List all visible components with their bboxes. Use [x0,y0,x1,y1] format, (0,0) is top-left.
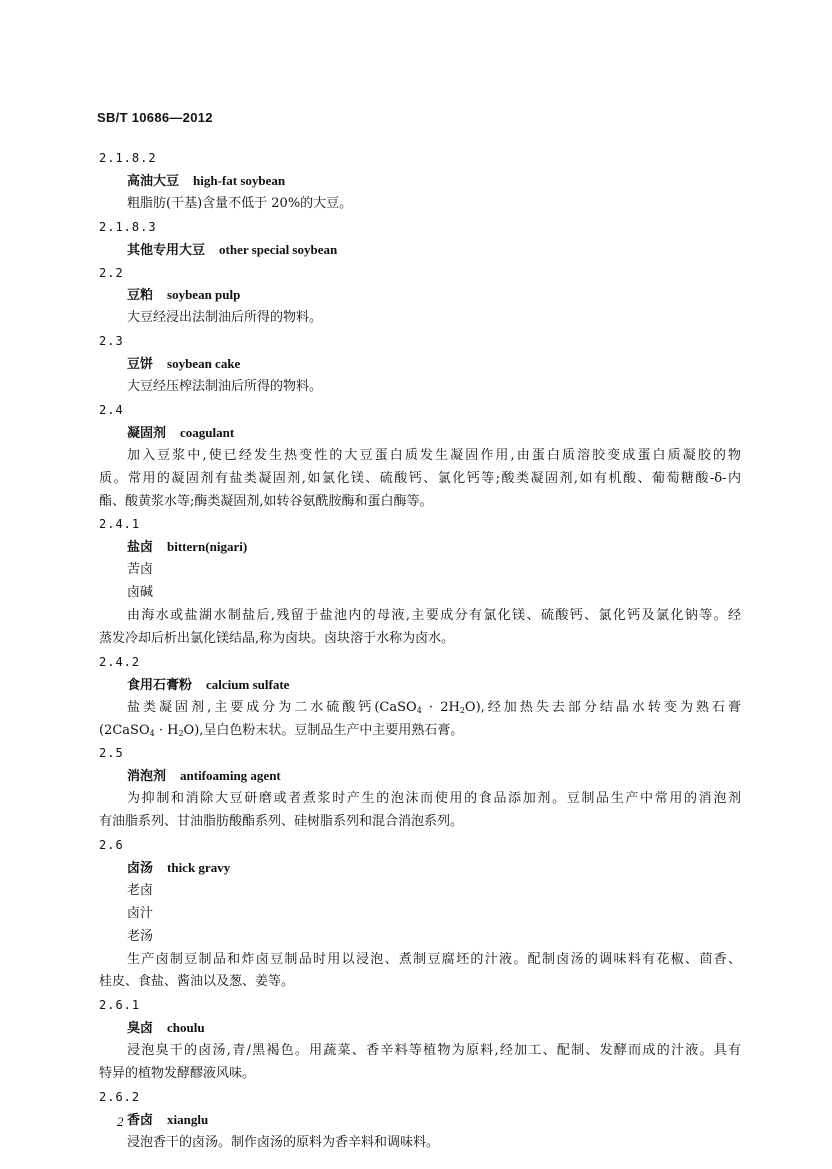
term-number: 2.6.1 [99,998,141,1013]
term-number: 2.4.1 [99,517,141,532]
term-zh: 高油大豆 [127,173,180,189]
term-title [127,535,247,560]
term-en: soybean cake [167,356,241,372]
term-zh: 消泡剂 [127,769,167,785]
term-title [127,352,240,377]
term-number: 2.4.2 [99,654,141,669]
term-en: high-fat soybean [193,172,286,188]
term-synonym: 老汤 [127,928,154,944]
term-title [127,673,289,698]
definition-line: 生产卤制豆制品和炸卤豆制品时用以浸泡、煮制豆腐坯的汁液。配制卤汤的调味料有花椒、茴香、 [127,951,741,967]
term-number: 2.5 [99,746,124,761]
term-title [127,238,337,263]
term-title [127,421,234,446]
term-zh: 卤汤 [127,860,154,876]
page-number: 2 [117,1114,124,1129]
term-number: 2.1.8.2 [99,151,157,165]
term-zh: 香卤 [127,1112,154,1128]
definition-line: 蒸发冷却后析出氯化镁结晶,称为卤块。卤块溶于水称为卤水。 [99,630,455,646]
definition-line: 大豆经浸出法制油后所得的物料。 [127,310,323,326]
definition-line: 浸泡臭干的卤汤,青/黑褐色。用蔬菜、香辛料等植物为原料,经加工、配制、发酵而成的汁液。具有 [127,1043,741,1059]
term-en: thick gravy [167,859,231,875]
term-en: antifoaming agent [180,768,281,784]
definition-line: (2CaSO$_4$ · $H_2O$),呈白色粉末状。豆制品生产中主要用熟石膏。 [99,722,464,738]
definition-line: 质。常用的凝固剂有盐类凝固剂,如氯化镁、硫酸钙、氯化钙等;酸类凝固剂,如有机酸、葡萄糖酸-δ-内 [99,470,741,486]
term-zh: 食用石膏粉 [127,677,193,693]
term-number: 2.2 [99,265,124,280]
definition-line: 加入豆浆中,使已经发生热变性的大豆蛋白质发生凝固作用,由蛋白质溶胶变成蛋白质凝胶的物 [127,447,741,463]
term-en: choulu [167,1020,205,1036]
term-en: soybean pulp [167,287,241,303]
term-synonym: 老卤 [127,882,154,898]
definition-line: 桂皮、食盐、酱油以及葱、姜等。 [99,974,295,990]
term-en: other special soybean [219,241,338,257]
term-synonym: 苦卤 [127,562,154,578]
term-number: 2.6 [99,838,124,852]
term-title [127,1016,205,1041]
definition-line: 盐类凝固剂,主要成分为二水硫酸钙(CaSO$_4$ · $2H_2O$),经加热失去部分结晶水转变为熟石膏 [127,699,741,715]
definition-line: 特异的植物发酵醪液风味。 [99,1066,256,1081]
term-zh: 盐卤 [127,540,154,556]
term-en: calcium sulfate [206,676,290,692]
term-zh: 臭卤 [127,1021,154,1037]
term-number: 2.6.2 [99,1089,141,1104]
term-en: bittern(nigari) [167,539,248,555]
term-title [127,1108,208,1133]
term-synonym: 卤汁 [127,905,154,921]
definition-line: 由海水或盐湖水制盐后,残留于盐池内的母液,主要成分有氯化镁、硫酸钙、氯化钙及氯化钠等。经 [127,608,741,623]
definition-line: 粗脂肪(干基)含量不低于 20%的大豆。 [127,195,353,211]
term-title [127,169,285,194]
definition-line: 为抑制和消除大豆研磨或者煮浆时产生的泡沫而使用的食品添加剂。豆制品生产中常用的消泡剂 [127,791,741,807]
definition-line: 酯、酸黄浆水等;酶类凝固剂,如转谷氨酰胺酶和蛋白酶等。 [99,493,433,509]
term-number: 2.1.8.3 [99,219,157,234]
term-zh: 其他专用大豆 [127,242,206,258]
definition-line: 浸泡香干的卤汤。制作卤汤的原料为香辛料和调味料。 [127,1134,440,1150]
definition-line: 有油脂系列、甘油脂肪酸酯系列、硅树脂系列和混合消泡系列。 [99,814,464,830]
term-synonym: 卤碱 [127,585,154,601]
term-number: 2.4 [99,402,124,417]
term-zh: 豆粕 [127,288,154,304]
standard-number: SB/T 10686—2012 [97,110,213,125]
term-title [127,283,240,308]
term-en: xianglu [167,1111,209,1127]
term-number: 2.3 [99,334,124,349]
term-title [127,764,281,789]
term-zh: 凝固剂 [127,425,167,441]
term-zh: 豆饼 [127,357,154,373]
term-title [127,856,230,881]
definition-line: 大豆经压榨法制油后所得的物料。 [127,379,323,394]
term-en: coagulant [180,424,235,440]
